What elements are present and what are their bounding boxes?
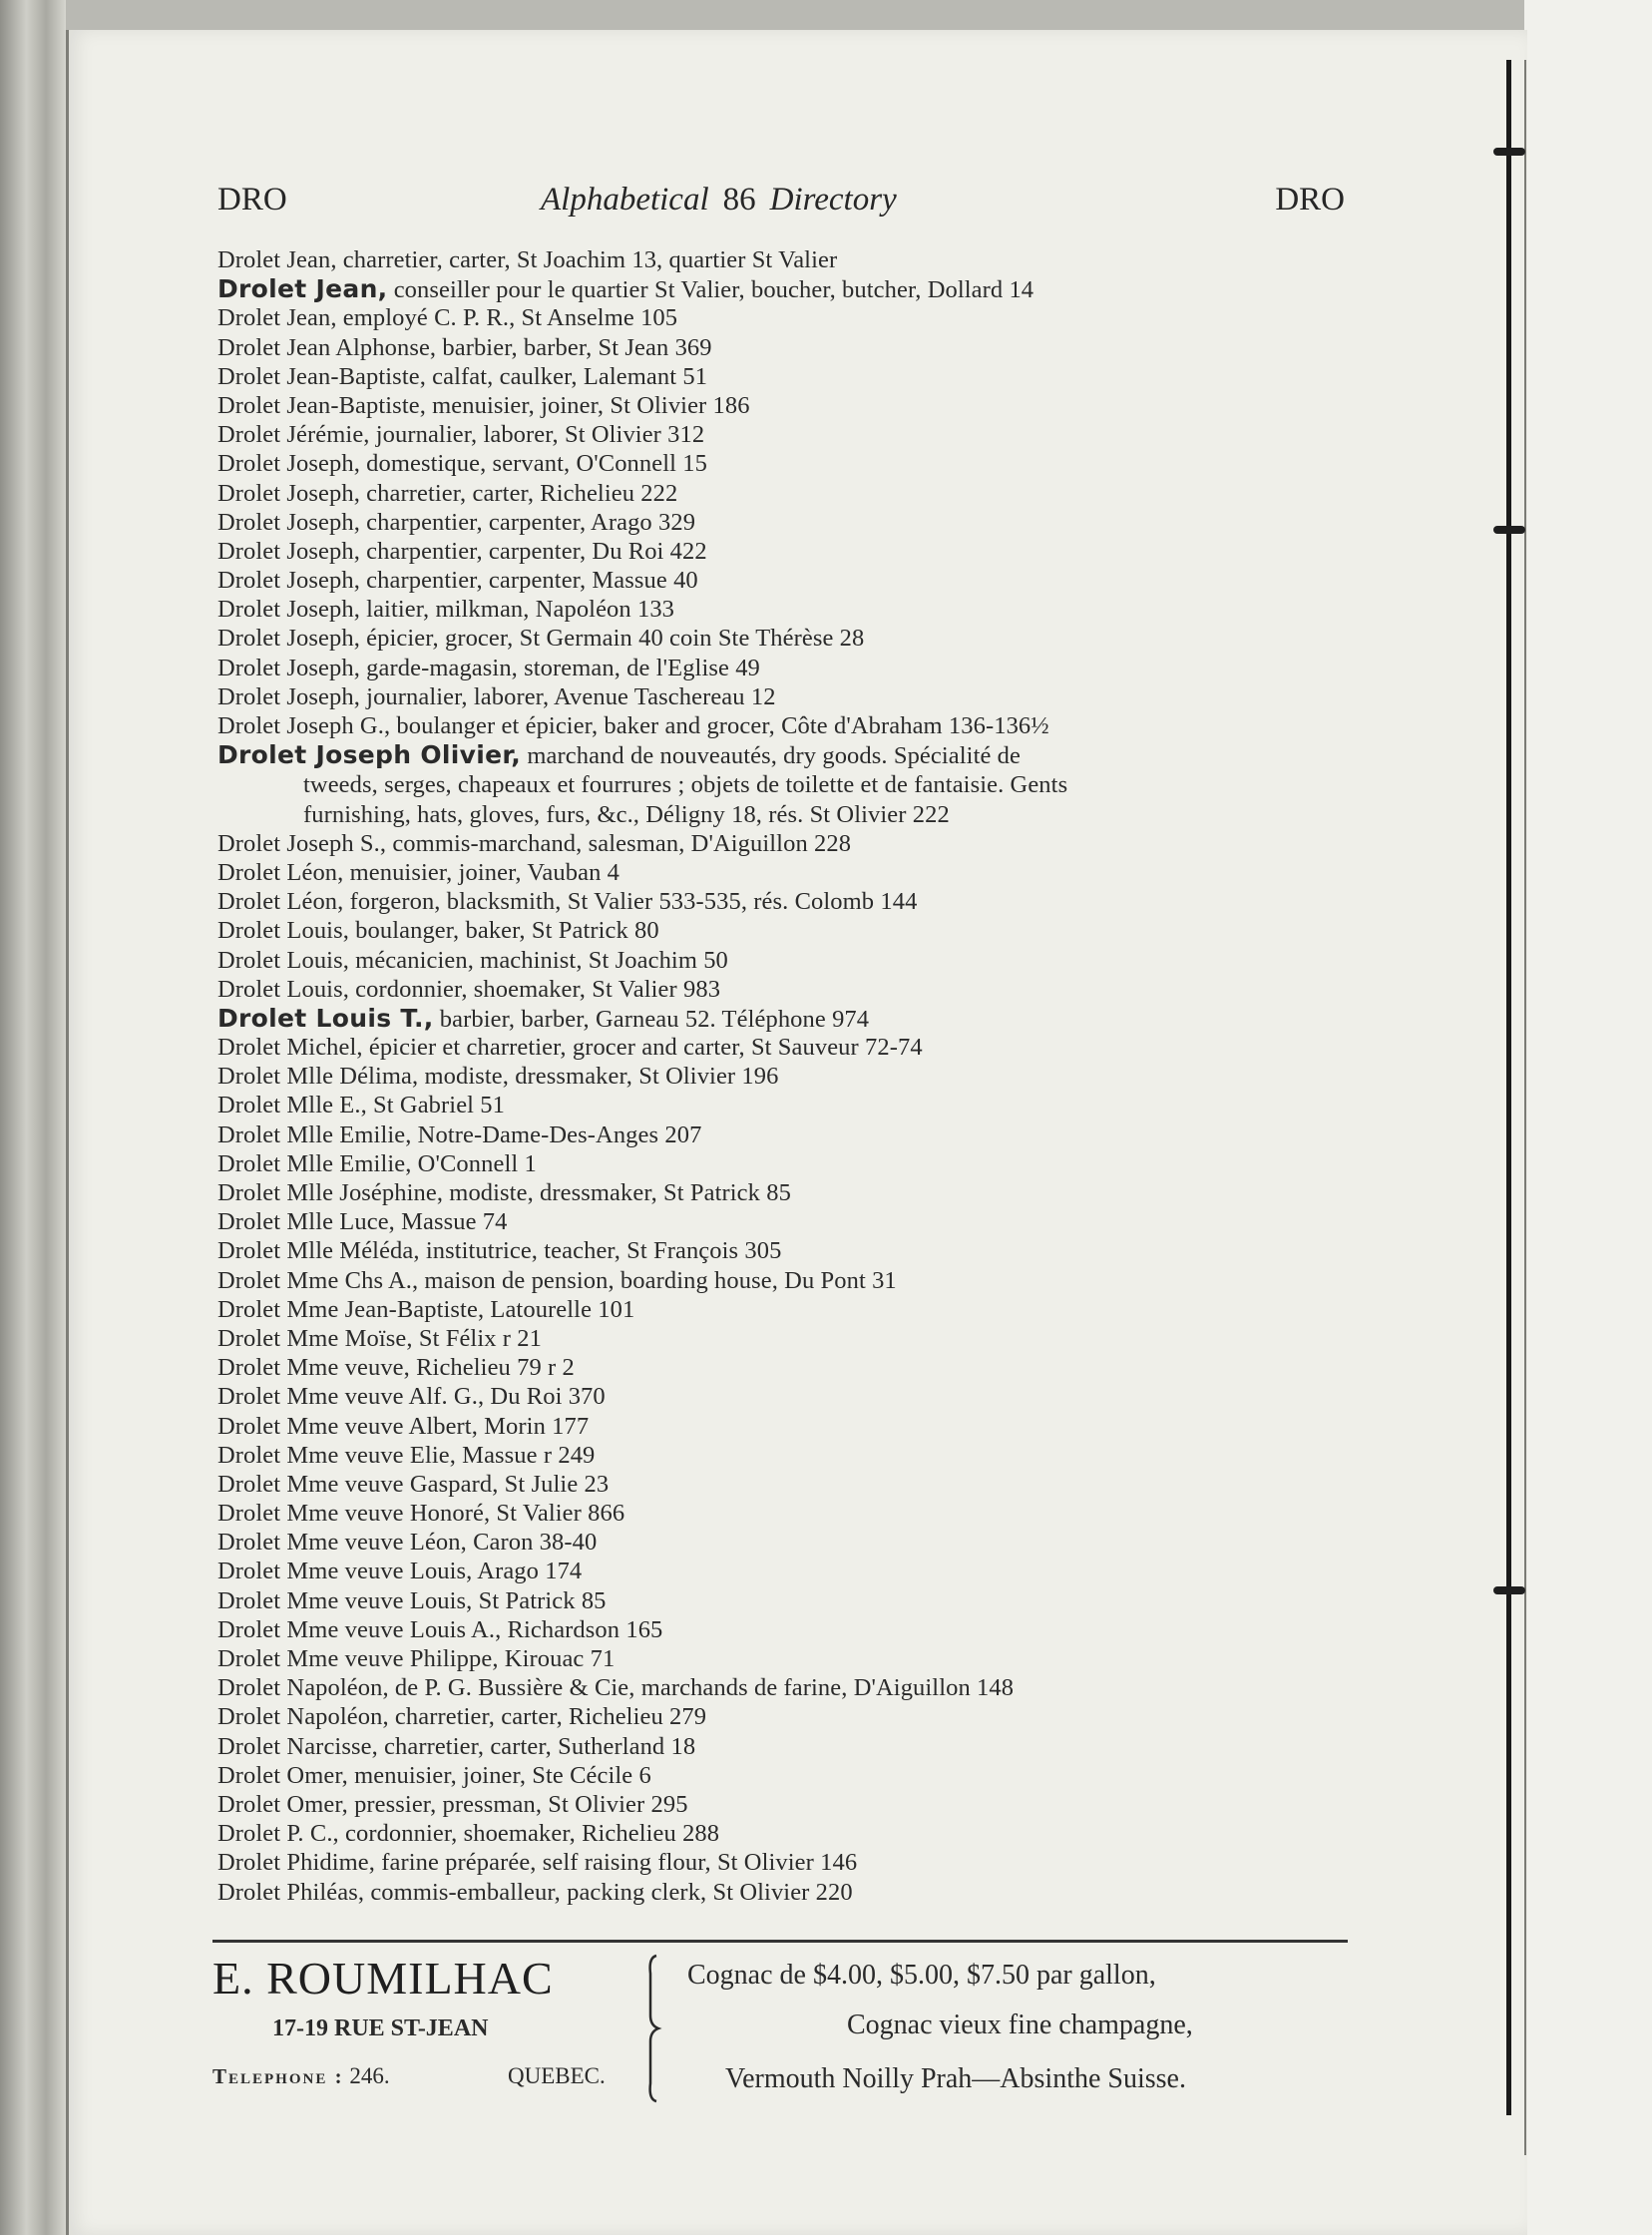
advertiser-city: QUEBEC. xyxy=(508,2063,606,2088)
entry-continuation-line: tweeds, serges, chapeaux et fourrures ; objets de toilette et de fantaisie. Gents xyxy=(303,771,1068,799)
directory-entry xyxy=(217,887,1355,916)
phone-label: Telephone : xyxy=(212,2064,344,2088)
entry-text: Drolet Joseph, épicier, grocer, St Germain 40 coin Ste Thérèse 28 xyxy=(217,625,865,653)
directory-entry xyxy=(217,1324,1355,1353)
entry-text: Drolet Mme veuve Philippe, Kirouac 71 xyxy=(217,1645,616,1673)
directory-entry xyxy=(217,682,1355,711)
directory-entry xyxy=(217,858,1355,887)
directory-entry xyxy=(217,1848,1355,1877)
entry-bold-name: Drolet Jean, xyxy=(217,274,388,304)
directory-entry xyxy=(217,1091,1355,1119)
directory-entry xyxy=(217,1236,1355,1265)
entry-text: Drolet Léon, menuisier, joiner, Vauban 4 xyxy=(217,858,620,886)
directory-entry xyxy=(217,1207,1355,1236)
directory-entry xyxy=(217,1790,1355,1819)
entry-text: Drolet Mlle Méléda, institutrice, teacher, St François 305 xyxy=(217,1237,782,1265)
directory-entry xyxy=(217,1441,1355,1470)
header-left-guide-word: DRO xyxy=(217,182,287,218)
entry-text: Drolet Mlle Délima, modiste, dressmaker, St Olivier 196 xyxy=(217,1063,779,1091)
directory-entry xyxy=(217,537,1355,566)
directory-entry xyxy=(217,1382,1355,1411)
directory-entry xyxy=(217,1615,1355,1644)
entry-text: Drolet Phidime, farine préparée, self raising flour, St Olivier 146 xyxy=(217,1849,858,1877)
entry-text: Drolet Joseph, journalier, laborer, Avenue Taschereau 12 xyxy=(217,682,776,710)
entry-text: Drolet Joseph, domestique, servant, O'Connell 15 xyxy=(217,450,707,478)
entry-text: Drolet Mlle Emilie, Notre-Dame-Des-Anges 207 xyxy=(217,1120,702,1148)
book-left-edge xyxy=(0,0,66,2235)
directory-entry xyxy=(217,1732,1355,1761)
directory-entry xyxy=(217,1673,1355,1702)
entry-text: Drolet Mlle E., St Gabriel 51 xyxy=(217,1092,505,1119)
entry-text: Drolet Jean, employé C. P. R., St Anselme 105 xyxy=(217,304,678,332)
directory-entry xyxy=(217,975,1355,1004)
directory-entry xyxy=(217,946,1355,975)
entry-text: Drolet Joseph, charpentier, carpenter, Arago 329 xyxy=(217,508,696,536)
binding-stitch xyxy=(1493,148,1525,156)
entry-text: Drolet Jean-Baptiste, calfat, caulker, Lalemant 51 xyxy=(217,362,708,390)
entry-text: Drolet Mme veuve Elie, Massue r 249 xyxy=(217,1441,596,1469)
entry-text: Drolet Omer, menuisier, joiner, Ste Cécile 6 xyxy=(217,1761,651,1789)
advertiser-phone xyxy=(212,2063,390,2089)
directory-entry xyxy=(217,333,1355,362)
directory-entry xyxy=(217,1033,1355,1062)
directory-entry xyxy=(217,1412,1355,1441)
advertisement-line-3: Vermouth Noilly Prah—Absinthe Suisse. xyxy=(725,2063,1186,2094)
directory-entry xyxy=(217,1149,1355,1178)
entry-text: Drolet Joseph G., boulanger et épicier, baker and grocer, Côte d'Abraham 136-136½ xyxy=(217,712,1049,739)
directory-entry xyxy=(217,1528,1355,1557)
entry-bold-name: Drolet Joseph Olivier, xyxy=(217,740,522,770)
directory-entry xyxy=(217,362,1355,391)
directory-entry xyxy=(217,1644,1355,1673)
page-number: 86 xyxy=(722,182,756,218)
directory-entry xyxy=(217,303,1355,332)
entry-text: Drolet Mme veuve Louis, Arago 174 xyxy=(217,1558,583,1585)
directory-entry xyxy=(217,916,1355,945)
directory-entry xyxy=(217,420,1355,449)
directory-entry xyxy=(217,508,1355,537)
entry-text: Drolet Joseph, charpentier, carpenter, Du Roi 422 xyxy=(217,537,707,565)
brace-divider xyxy=(644,1954,662,2103)
directory-entry xyxy=(217,654,1355,682)
advertisement-line-1: Cognac de $4.00, $5.00, $7.50 par gallon, xyxy=(687,1960,1156,1991)
entry-text: Drolet Joseph, garde-magasin, storeman, de l'Eglise 49 xyxy=(217,654,760,681)
entry-text: Drolet P. C., cordonnier, shoemaker, Richelieu 288 xyxy=(217,1820,720,1848)
directory-entry xyxy=(217,740,1355,829)
entry-text: Drolet Joseph, charpentier, carpenter, Massue 40 xyxy=(217,567,698,595)
entry-text: Drolet Mlle Joséphine, modiste, dressmaker, St Patrick 85 xyxy=(217,1179,791,1207)
entry-text: Drolet Jean-Baptiste, menuisier, joiner, St Olivier 186 xyxy=(217,391,750,419)
entry-text: Drolet Jérémie, journalier, laborer, St Olivier 312 xyxy=(217,421,705,449)
directory-entry xyxy=(217,479,1355,508)
entry-bold-name: Drolet Louis T., xyxy=(217,1003,434,1033)
directory-entry xyxy=(217,624,1355,653)
entry-text: Drolet Narcisse, charretier, carter, Sutherland 18 xyxy=(217,1732,696,1760)
entry-text: barbier, barber, Garneau 52. Téléphone 974 xyxy=(433,1005,870,1033)
advertisement xyxy=(212,1952,1348,2101)
directory-entry xyxy=(217,1266,1355,1295)
entry-text: Drolet Mme veuve Albert, Morin 177 xyxy=(217,1412,590,1440)
entry-text: Drolet Louis, mécanicien, machinist, St Joachim 50 xyxy=(217,946,728,974)
header-title-part-1: Alphabetical xyxy=(541,182,709,218)
directory-entry xyxy=(217,449,1355,478)
advertiser-name: E. ROUMILHAC xyxy=(212,1953,554,2004)
directory-entry xyxy=(217,1702,1355,1731)
binding-thread xyxy=(1506,60,1511,2115)
entry-text: marchand de nouveautés, dry goods. Spécialité de xyxy=(521,742,1021,770)
header-title-part-2: Directory xyxy=(769,182,897,218)
entry-text: Drolet Mme veuve Gaspard, St Julie 23 xyxy=(217,1470,610,1498)
directory-entry xyxy=(217,1499,1355,1528)
directory-entry xyxy=(217,245,1355,274)
binding-stitch xyxy=(1493,526,1525,534)
entry-text: Drolet Mme veuve Louis A., Richardson 165 xyxy=(217,1615,663,1643)
entry-text: Drolet Joseph, laitier, milkman, Napoléon 133 xyxy=(217,596,675,624)
entry-text: Drolet Mme veuve Honoré, St Valier 866 xyxy=(217,1500,625,1528)
directory-entry xyxy=(217,1878,1355,1907)
directory-entries xyxy=(217,245,1355,1907)
entry-text: Drolet Jean Alphonse, barbier, barber, St Jean 369 xyxy=(217,333,712,361)
book-right-margin xyxy=(1524,0,1652,2235)
entry-text: Drolet Mlle Emilie, O'Connell 1 xyxy=(217,1149,537,1177)
directory-entry xyxy=(217,711,1355,740)
entry-text: Drolet Louis, cordonnier, shoemaker, St Valier 983 xyxy=(217,975,721,1003)
directory-entry xyxy=(217,1761,1355,1790)
directory-entry xyxy=(217,1557,1355,1585)
header-right-guide-word: DRO xyxy=(1275,182,1345,218)
entry-text: Drolet Mme veuve Léon, Caron 38-40 xyxy=(217,1529,598,1557)
advertiser-address: 17-19 RUE ST-JEAN xyxy=(272,2015,489,2041)
entry-text: Drolet Mme Jean-Baptiste, Latourelle 101 xyxy=(217,1295,635,1323)
directory-entry xyxy=(217,1178,1355,1207)
entry-text: Drolet Jean, charretier, carter, St Joachim 13, quartier St Valier xyxy=(217,246,838,273)
entry-text: Drolet Mme veuve, Richelieu 79 r 2 xyxy=(217,1354,575,1382)
entry-text: Drolet Philéas, commis-emballeur, packing clerk, St Olivier 220 xyxy=(217,1878,853,1906)
directory-entry xyxy=(217,1819,1355,1848)
entry-text: Drolet Joseph, charretier, carter, Richelieu 222 xyxy=(217,479,678,507)
directory-entry xyxy=(217,391,1355,420)
directory-entry xyxy=(217,1004,1355,1033)
entry-text: Drolet Mme Chs A., maison de pension, boarding house, Du Pont 31 xyxy=(217,1266,897,1294)
directory-entry xyxy=(217,829,1355,858)
phone-number: 246. xyxy=(349,2063,390,2088)
directory-entry xyxy=(217,1295,1355,1324)
entry-text: Drolet Mme veuve Louis, St Patrick 85 xyxy=(217,1586,607,1614)
directory-entry xyxy=(217,1470,1355,1499)
entry-text: conseiller pour le quartier St Valier, boucher, butcher, Dollard 14 xyxy=(387,276,1034,304)
entry-text: Drolet Joseph S., commis-marchand, salesman, D'Aiguillon 228 xyxy=(217,829,852,857)
entry-text: Drolet Napoléon, charretier, carter, Richelieu 279 xyxy=(217,1703,707,1731)
entry-text: Drolet Léon, forgeron, blacksmith, St Valier 533-535, rés. Colomb 144 xyxy=(217,888,918,916)
entry-text: Drolet Louis, boulanger, baker, St Patrick 80 xyxy=(217,917,659,945)
entry-text: Drolet Mme veuve Alf. G., Du Roi 370 xyxy=(217,1383,606,1411)
directory-entry xyxy=(217,1062,1355,1091)
page-edge xyxy=(1524,60,1526,2155)
header-title xyxy=(541,182,897,219)
directory-entry xyxy=(217,274,1355,303)
entry-text: Drolet Mlle Luce, Massue 74 xyxy=(217,1208,508,1236)
entry-text: Drolet Omer, pressier, pressman, St Olivier 295 xyxy=(217,1790,688,1818)
advertisement-line-2: Cognac vieux fine champagne, xyxy=(847,2010,1193,2040)
page-header xyxy=(217,182,1345,231)
directory-entry xyxy=(217,1120,1355,1149)
entry-text: Drolet Napoléon, de P. G. Bussière & Cie, marchands de farine, D'Aiguillon 148 xyxy=(217,1674,1015,1702)
directory-entry xyxy=(217,1353,1355,1382)
entry-continuation-line: furnishing, hats, gloves, furs, &c., Déligny 18, rés. St Olivier 222 xyxy=(303,800,950,828)
entry-text: Drolet Michel, épicier et charretier, grocer and carter, St Sauveur 72-74 xyxy=(217,1034,923,1062)
binding-stitch xyxy=(1493,1586,1525,1594)
directory-entry xyxy=(217,595,1355,624)
entry-text: Drolet Mme Moïse, St Félix r 21 xyxy=(217,1324,542,1352)
advertisement-divider xyxy=(212,1940,1348,1943)
directory-entry xyxy=(217,1586,1355,1615)
directory-entry xyxy=(217,566,1355,595)
